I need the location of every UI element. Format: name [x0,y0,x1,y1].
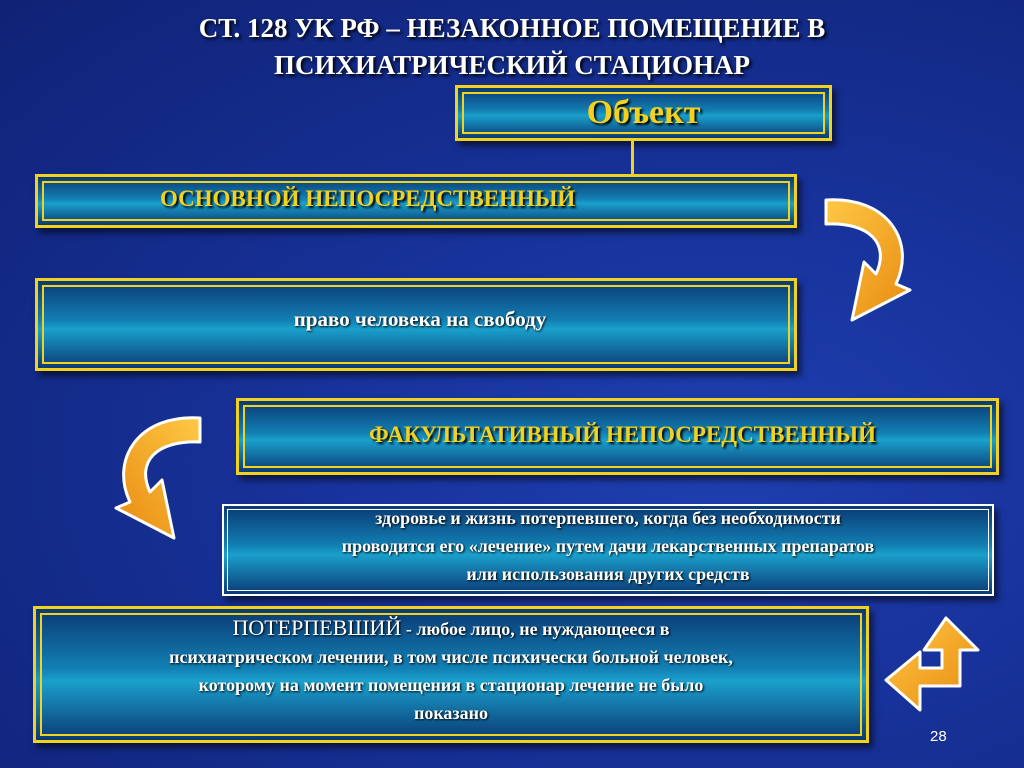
optional-value-line-2: проводится его «лечение» путем дачи лекарственных препаратов [341,536,875,556]
optional-value-text [224,506,992,594]
optional-value-box [222,504,994,596]
curved-arrow-left-icon [108,410,208,555]
object-box [455,85,832,141]
title-line-1: СТ. 128 УК РФ – НЕЗАКОННОЕ ПОМЕЩЕНИЕ В [198,13,826,43]
object-connector [631,141,634,174]
optional-value-line-1: здоровье и жизнь потерпевшего, когда без необходимости [375,508,841,528]
victim-definition-line-2: психиатрическом лечении, в том числе психически больной человек, [169,647,733,667]
slide-title [60,10,964,84]
optional-value-line-3: или использования других средств [466,564,750,584]
optional-object-label: ФАКУЛЬТАТИВНЫЙ НЕПОСРЕДСТВЕННЫЙ [368,421,877,447]
victim-definition-text [36,609,866,740]
bent-arrow-icon [880,612,984,716]
optional-object-box [236,398,999,475]
victim-term: ПОТЕРПЕВШИЙ [232,615,402,640]
primary-value-text: право человека на свободу [293,307,547,331]
curved-arrow-right-icon [818,192,918,337]
victim-definition-line-4: показано [413,703,489,723]
page-number: 28 [930,728,947,745]
primary-object-box [35,174,797,228]
object-label: Объект [586,94,701,131]
primary-value-box [35,278,797,371]
victim-definition-line-1 [232,614,669,643]
victim-definition-box [33,606,869,743]
victim-definition-line-1-rest: - любое лицо, не нуждающееся в [401,619,670,639]
victim-definition-line-3: которому на момент помещения в стационар лечение не было [198,675,704,695]
title-line-2: ПСИХИАТРИЧЕСКИЙ СТАЦИОНАР [274,50,750,80]
primary-object-label: ОСНОВНОЙ НЕПОСРЕДСТВЕННЫЙ [160,186,576,211]
